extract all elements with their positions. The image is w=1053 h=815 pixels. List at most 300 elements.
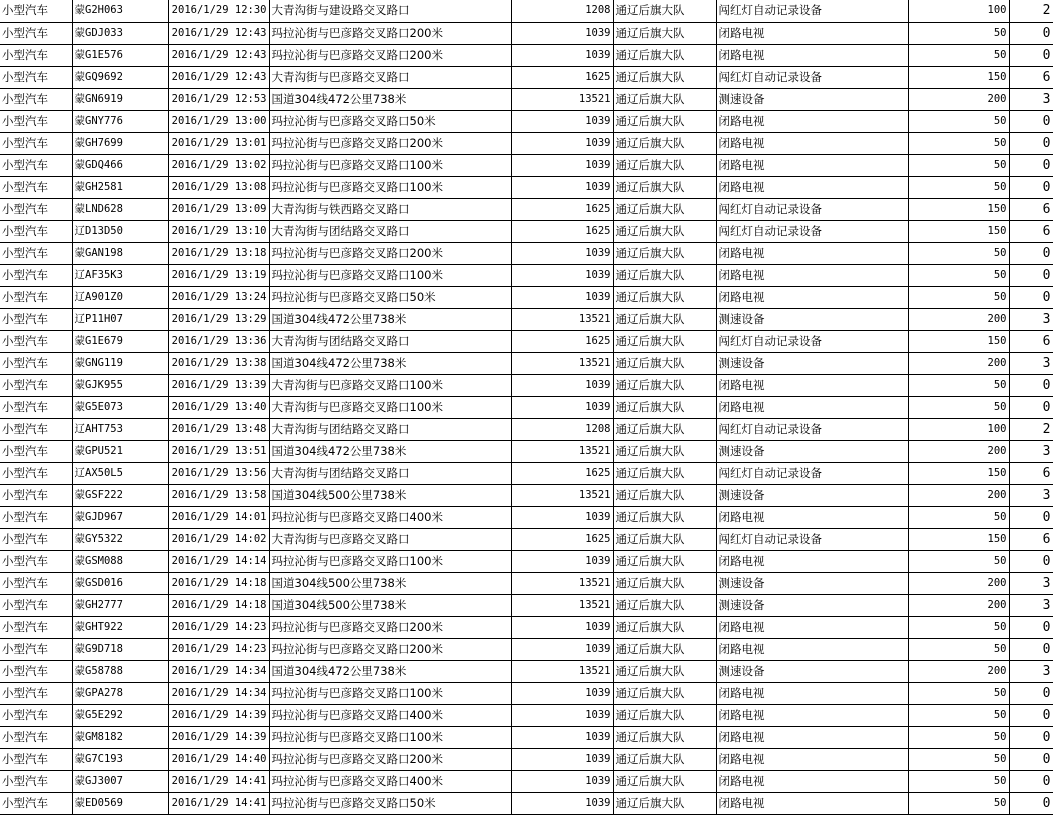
fine-amount-cell[interactable]: 50 (908, 242, 1009, 264)
capture-device-cell[interactable]: 测速设备 (716, 352, 908, 374)
capture-device-cell[interactable]: 测速设备 (716, 484, 908, 506)
capture-device-cell[interactable]: 闭路电视 (716, 242, 908, 264)
fine-amount-cell[interactable]: 50 (908, 110, 1009, 132)
penalty-points-cell[interactable]: 6 (1009, 220, 1053, 242)
violation-time-cell[interactable]: 2016/1/29 12:53 (168, 88, 269, 110)
violation-code-cell[interactable]: 1039 (511, 792, 613, 814)
violation-time-cell[interactable]: 2016/1/29 13:38 (168, 352, 269, 374)
enforcement-unit-cell[interactable]: 通辽后旗大队 (613, 374, 716, 396)
plate-number-cell[interactable]: 蒙G5E292 (72, 704, 168, 726)
location-cell[interactable]: 玛拉沁街与巴彦路交叉路口100米 (269, 154, 511, 176)
vehicle-type-cell[interactable]: 小型汽车 (0, 616, 72, 638)
location-cell[interactable]: 玛拉沁街与巴彦路交叉路口200米 (269, 22, 511, 44)
violation-code-cell[interactable]: 1039 (511, 682, 613, 704)
enforcement-unit-cell[interactable]: 通辽后旗大队 (613, 418, 716, 440)
capture-device-cell[interactable]: 闭路电视 (716, 22, 908, 44)
capture-device-cell[interactable]: 闭路电视 (716, 110, 908, 132)
capture-device-cell[interactable]: 闯红灯自动记录设备 (716, 330, 908, 352)
capture-device-cell[interactable]: 闯红灯自动记录设备 (716, 220, 908, 242)
enforcement-unit-cell[interactable]: 通辽后旗大队 (613, 550, 716, 572)
plate-number-cell[interactable]: 蒙GSM088 (72, 550, 168, 572)
violation-code-cell[interactable]: 13521 (511, 88, 613, 110)
enforcement-unit-cell[interactable]: 通辽后旗大队 (613, 440, 716, 462)
plate-number-cell[interactable]: 辽A901Z0 (72, 286, 168, 308)
violation-code-cell[interactable]: 1625 (511, 462, 613, 484)
enforcement-unit-cell[interactable]: 通辽后旗大队 (613, 396, 716, 418)
penalty-points-cell[interactable]: 0 (1009, 110, 1053, 132)
enforcement-unit-cell[interactable]: 通辽后旗大队 (613, 528, 716, 550)
vehicle-type-cell[interactable]: 小型汽车 (0, 132, 72, 154)
capture-device-cell[interactable]: 闭路电视 (716, 286, 908, 308)
penalty-points-cell[interactable]: 3 (1009, 352, 1053, 374)
violation-code-cell[interactable]: 1039 (511, 264, 613, 286)
location-cell[interactable]: 国道304线472公里738米 (269, 660, 511, 682)
violation-time-cell[interactable]: 2016/1/29 14:41 (168, 770, 269, 792)
violation-time-cell[interactable]: 2016/1/29 13:48 (168, 418, 269, 440)
enforcement-unit-cell[interactable]: 通辽后旗大队 (613, 506, 716, 528)
fine-amount-cell[interactable]: 150 (908, 330, 1009, 352)
violation-code-cell[interactable]: 1039 (511, 770, 613, 792)
fine-amount-cell[interactable]: 200 (908, 660, 1009, 682)
penalty-points-cell[interactable]: 0 (1009, 704, 1053, 726)
plate-number-cell[interactable]: 辽D13D50 (72, 220, 168, 242)
capture-device-cell[interactable]: 闭路电视 (716, 726, 908, 748)
location-cell[interactable]: 国道304线500公里738米 (269, 484, 511, 506)
violation-time-cell[interactable]: 2016/1/29 13:09 (168, 198, 269, 220)
capture-device-cell[interactable]: 闭路电视 (716, 792, 908, 814)
location-cell[interactable]: 玛拉沁街与巴彦路交叉路口100米 (269, 264, 511, 286)
vehicle-type-cell[interactable]: 小型汽车 (0, 660, 72, 682)
violation-time-cell[interactable]: 2016/1/29 13:10 (168, 220, 269, 242)
vehicle-type-cell[interactable]: 小型汽车 (0, 770, 72, 792)
violation-time-cell[interactable]: 2016/1/29 13:58 (168, 484, 269, 506)
vehicle-type-cell[interactable]: 小型汽车 (0, 396, 72, 418)
enforcement-unit-cell[interactable]: 通辽后旗大队 (613, 792, 716, 814)
enforcement-unit-cell[interactable]: 通辽后旗大队 (613, 0, 716, 22)
location-cell[interactable]: 玛拉沁街与巴彦路交叉路口100米 (269, 682, 511, 704)
location-cell[interactable]: 大青沟街与建设路交叉路口 (269, 0, 511, 22)
enforcement-unit-cell[interactable]: 通辽后旗大队 (613, 770, 716, 792)
capture-device-cell[interactable]: 测速设备 (716, 88, 908, 110)
penalty-points-cell[interactable]: 0 (1009, 682, 1053, 704)
location-cell[interactable]: 大青沟街与团结路交叉路口 (269, 418, 511, 440)
penalty-points-cell[interactable]: 3 (1009, 484, 1053, 506)
fine-amount-cell[interactable]: 50 (908, 616, 1009, 638)
plate-number-cell[interactable]: 蒙GQ9692 (72, 66, 168, 88)
plate-number-cell[interactable]: 蒙GJD967 (72, 506, 168, 528)
plate-number-cell[interactable]: 蒙GH2777 (72, 594, 168, 616)
violation-time-cell[interactable]: 2016/1/29 14:39 (168, 704, 269, 726)
violation-code-cell[interactable]: 1625 (511, 220, 613, 242)
violation-code-cell[interactable]: 1208 (511, 0, 613, 22)
location-cell[interactable]: 大青沟街与巴彦路交叉路口 (269, 66, 511, 88)
table-row[interactable] (0, 88, 1053, 110)
enforcement-unit-cell[interactable]: 通辽后旗大队 (613, 308, 716, 330)
violation-code-cell[interactable]: 13521 (511, 308, 613, 330)
table-row[interactable] (0, 506, 1053, 528)
plate-number-cell[interactable]: 蒙GDQ466 (72, 154, 168, 176)
location-cell[interactable]: 国道304线472公里738米 (269, 352, 511, 374)
vehicle-type-cell[interactable]: 小型汽车 (0, 352, 72, 374)
plate-number-cell[interactable]: 蒙GPA278 (72, 682, 168, 704)
fine-amount-cell[interactable]: 200 (908, 594, 1009, 616)
violation-time-cell[interactable]: 2016/1/29 13:39 (168, 374, 269, 396)
enforcement-unit-cell[interactable]: 通辽后旗大队 (613, 154, 716, 176)
plate-number-cell[interactable]: 蒙G7C193 (72, 748, 168, 770)
vehicle-type-cell[interactable]: 小型汽车 (0, 286, 72, 308)
capture-device-cell[interactable]: 测速设备 (716, 440, 908, 462)
location-cell[interactable]: 大青沟街与团结路交叉路口 (269, 462, 511, 484)
fine-amount-cell[interactable]: 50 (908, 286, 1009, 308)
penalty-points-cell[interactable]: 0 (1009, 176, 1053, 198)
vehicle-type-cell[interactable]: 小型汽车 (0, 198, 72, 220)
vehicle-type-cell[interactable]: 小型汽车 (0, 704, 72, 726)
location-cell[interactable]: 玛拉沁街与巴彦路交叉路口200米 (269, 616, 511, 638)
enforcement-unit-cell[interactable]: 通辽后旗大队 (613, 616, 716, 638)
capture-device-cell[interactable]: 闯红灯自动记录设备 (716, 66, 908, 88)
vehicle-type-cell[interactable]: 小型汽车 (0, 88, 72, 110)
violation-code-cell[interactable]: 13521 (511, 594, 613, 616)
enforcement-unit-cell[interactable]: 通辽后旗大队 (613, 660, 716, 682)
plate-number-cell[interactable]: 蒙G1E576 (72, 44, 168, 66)
violation-code-cell[interactable]: 1039 (511, 154, 613, 176)
plate-number-cell[interactable]: 蒙GDJ033 (72, 22, 168, 44)
capture-device-cell[interactable]: 闭路电视 (716, 704, 908, 726)
vehicle-type-cell[interactable]: 小型汽车 (0, 176, 72, 198)
location-cell[interactable]: 玛拉沁街与巴彦路交叉路口200米 (269, 242, 511, 264)
fine-amount-cell[interactable]: 50 (908, 154, 1009, 176)
table-row[interactable] (0, 220, 1053, 242)
penalty-points-cell[interactable]: 6 (1009, 330, 1053, 352)
plate-number-cell[interactable]: 辽AHT753 (72, 418, 168, 440)
location-cell[interactable]: 大青沟街与团结路交叉路口 (269, 220, 511, 242)
table-row[interactable] (0, 374, 1053, 396)
enforcement-unit-cell[interactable]: 通辽后旗大队 (613, 66, 716, 88)
violation-code-cell[interactable]: 13521 (511, 484, 613, 506)
vehicle-type-cell[interactable]: 小型汽车 (0, 594, 72, 616)
table-row[interactable] (0, 616, 1053, 638)
capture-device-cell[interactable]: 闭路电视 (716, 176, 908, 198)
table-row[interactable] (0, 682, 1053, 704)
location-cell[interactable]: 玛拉沁街与巴彦路交叉路口400米 (269, 506, 511, 528)
fine-amount-cell[interactable]: 150 (908, 220, 1009, 242)
plate-number-cell[interactable]: 辽AF35K3 (72, 264, 168, 286)
violation-time-cell[interactable]: 2016/1/29 13:19 (168, 264, 269, 286)
plate-number-cell[interactable]: 蒙GJK955 (72, 374, 168, 396)
violation-time-cell[interactable]: 2016/1/29 14:41 (168, 792, 269, 814)
violation-code-cell[interactable]: 1625 (511, 66, 613, 88)
location-cell[interactable]: 大青沟街与巴彦路交叉路口 (269, 528, 511, 550)
capture-device-cell[interactable]: 测速设备 (716, 594, 908, 616)
location-cell[interactable]: 玛拉沁街与巴彦路交叉路口50米 (269, 110, 511, 132)
enforcement-unit-cell[interactable]: 通辽后旗大队 (613, 220, 716, 242)
fine-amount-cell[interactable]: 200 (908, 352, 1009, 374)
vehicle-type-cell[interactable]: 小型汽车 (0, 418, 72, 440)
location-cell[interactable]: 大青沟街与团结路交叉路口 (269, 330, 511, 352)
vehicle-type-cell[interactable]: 小型汽车 (0, 374, 72, 396)
location-cell[interactable]: 国道304线472公里738米 (269, 308, 511, 330)
violation-code-cell[interactable]: 1208 (511, 418, 613, 440)
fine-amount-cell[interactable]: 50 (908, 770, 1009, 792)
capture-device-cell[interactable]: 闭路电视 (716, 682, 908, 704)
penalty-points-cell[interactable]: 6 (1009, 66, 1053, 88)
violation-time-cell[interactable]: 2016/1/29 13:08 (168, 176, 269, 198)
fine-amount-cell[interactable]: 150 (908, 66, 1009, 88)
enforcement-unit-cell[interactable]: 通辽后旗大队 (613, 198, 716, 220)
violation-code-cell[interactable]: 1039 (511, 726, 613, 748)
penalty-points-cell[interactable]: 3 (1009, 660, 1053, 682)
vehicle-type-cell[interactable]: 小型汽车 (0, 572, 72, 594)
penalty-points-cell[interactable]: 3 (1009, 308, 1053, 330)
table-row[interactable] (0, 198, 1053, 220)
penalty-points-cell[interactable]: 3 (1009, 572, 1053, 594)
capture-device-cell[interactable]: 闭路电视 (716, 154, 908, 176)
table-row[interactable] (0, 770, 1053, 792)
penalty-points-cell[interactable]: 3 (1009, 440, 1053, 462)
violation-time-cell[interactable]: 2016/1/29 13:56 (168, 462, 269, 484)
table-row[interactable] (0, 484, 1053, 506)
capture-device-cell[interactable]: 闭路电视 (716, 132, 908, 154)
capture-device-cell[interactable]: 闯红灯自动记录设备 (716, 528, 908, 550)
fine-amount-cell[interactable]: 50 (908, 506, 1009, 528)
vehicle-type-cell[interactable]: 小型汽车 (0, 550, 72, 572)
enforcement-unit-cell[interactable]: 通辽后旗大队 (613, 638, 716, 660)
plate-number-cell[interactable]: 蒙GM8182 (72, 726, 168, 748)
fine-amount-cell[interactable]: 50 (908, 396, 1009, 418)
vehicle-type-cell[interactable]: 小型汽车 (0, 792, 72, 814)
table-row[interactable] (0, 594, 1053, 616)
enforcement-unit-cell[interactable]: 通辽后旗大队 (613, 726, 716, 748)
penalty-points-cell[interactable]: 0 (1009, 286, 1053, 308)
violation-time-cell[interactable]: 2016/1/29 13:36 (168, 330, 269, 352)
table-row[interactable] (0, 748, 1053, 770)
plate-number-cell[interactable]: 蒙G1E679 (72, 330, 168, 352)
plate-number-cell[interactable]: 蒙G9D718 (72, 638, 168, 660)
penalty-points-cell[interactable]: 0 (1009, 242, 1053, 264)
fine-amount-cell[interactable]: 50 (908, 374, 1009, 396)
vehicle-type-cell[interactable]: 小型汽车 (0, 726, 72, 748)
penalty-points-cell[interactable]: 0 (1009, 264, 1053, 286)
plate-number-cell[interactable]: 辽AX50L5 (72, 462, 168, 484)
enforcement-unit-cell[interactable]: 通辽后旗大队 (613, 572, 716, 594)
plate-number-cell[interactable]: 蒙GN6919 (72, 88, 168, 110)
location-cell[interactable]: 大青沟街与巴彦路交叉路口100米 (269, 374, 511, 396)
violation-time-cell[interactable]: 2016/1/29 14:39 (168, 726, 269, 748)
violation-code-cell[interactable]: 1039 (511, 132, 613, 154)
violation-time-cell[interactable]: 2016/1/29 14:18 (168, 572, 269, 594)
fine-amount-cell[interactable]: 200 (908, 484, 1009, 506)
capture-device-cell[interactable]: 闭路电视 (716, 770, 908, 792)
location-cell[interactable]: 玛拉沁街与巴彦路交叉路口200米 (269, 132, 511, 154)
violation-code-cell[interactable]: 1039 (511, 704, 613, 726)
plate-number-cell[interactable]: 蒙GSD016 (72, 572, 168, 594)
table-row[interactable] (0, 726, 1053, 748)
penalty-points-cell[interactable]: 0 (1009, 638, 1053, 660)
penalty-points-cell[interactable]: 3 (1009, 88, 1053, 110)
penalty-points-cell[interactable]: 0 (1009, 792, 1053, 814)
violation-time-cell[interactable]: 2016/1/29 13:18 (168, 242, 269, 264)
violation-code-cell[interactable]: 13521 (511, 440, 613, 462)
table-row[interactable] (0, 44, 1053, 66)
location-cell[interactable]: 国道304线472公里738米 (269, 88, 511, 110)
violation-time-cell[interactable]: 2016/1/29 14:18 (168, 594, 269, 616)
violation-time-cell[interactable]: 2016/1/29 14:40 (168, 748, 269, 770)
fine-amount-cell[interactable]: 50 (908, 682, 1009, 704)
violation-time-cell[interactable]: 2016/1/29 13:29 (168, 308, 269, 330)
violation-code-cell[interactable]: 1039 (511, 396, 613, 418)
table-row[interactable] (0, 0, 1053, 22)
vehicle-type-cell[interactable]: 小型汽车 (0, 66, 72, 88)
location-cell[interactable]: 玛拉沁街与巴彦路交叉路口200米 (269, 638, 511, 660)
violation-time-cell[interactable]: 2016/1/29 13:51 (168, 440, 269, 462)
violation-code-cell[interactable]: 1039 (511, 638, 613, 660)
location-cell[interactable]: 大青沟街与巴彦路交叉路口100米 (269, 396, 511, 418)
location-cell[interactable]: 玛拉沁街与巴彦路交叉路口400米 (269, 704, 511, 726)
table-row[interactable] (0, 352, 1053, 374)
violation-code-cell[interactable]: 1625 (511, 528, 613, 550)
enforcement-unit-cell[interactable]: 通辽后旗大队 (613, 242, 716, 264)
violation-time-cell[interactable]: 2016/1/29 14:02 (168, 528, 269, 550)
table-row[interactable] (0, 396, 1053, 418)
penalty-points-cell[interactable]: 0 (1009, 748, 1053, 770)
violation-code-cell[interactable]: 1039 (511, 748, 613, 770)
violation-time-cell[interactable]: 2016/1/29 13:40 (168, 396, 269, 418)
plate-number-cell[interactable]: 蒙GH2581 (72, 176, 168, 198)
vehicle-type-cell[interactable]: 小型汽车 (0, 484, 72, 506)
vehicle-type-cell[interactable]: 小型汽车 (0, 22, 72, 44)
fine-amount-cell[interactable]: 50 (908, 132, 1009, 154)
plate-number-cell[interactable]: 蒙GPU521 (72, 440, 168, 462)
capture-device-cell[interactable]: 测速设备 (716, 308, 908, 330)
violation-code-cell[interactable]: 1039 (511, 176, 613, 198)
violation-time-cell[interactable]: 2016/1/29 13:00 (168, 110, 269, 132)
fine-amount-cell[interactable]: 50 (908, 792, 1009, 814)
capture-device-cell[interactable]: 闯红灯自动记录设备 (716, 198, 908, 220)
violation-code-cell[interactable]: 13521 (511, 352, 613, 374)
enforcement-unit-cell[interactable]: 通辽后旗大队 (613, 110, 716, 132)
vehicle-type-cell[interactable]: 小型汽车 (0, 506, 72, 528)
table-row[interactable] (0, 440, 1053, 462)
capture-device-cell[interactable]: 测速设备 (716, 660, 908, 682)
violation-time-cell[interactable]: 2016/1/29 12:43 (168, 22, 269, 44)
vehicle-type-cell[interactable]: 小型汽车 (0, 110, 72, 132)
table-row[interactable] (0, 462, 1053, 484)
enforcement-unit-cell[interactable]: 通辽后旗大队 (613, 352, 716, 374)
penalty-points-cell[interactable]: 0 (1009, 22, 1053, 44)
fine-amount-cell[interactable]: 50 (908, 704, 1009, 726)
vehicle-type-cell[interactable]: 小型汽车 (0, 0, 72, 22)
fine-amount-cell[interactable]: 200 (908, 572, 1009, 594)
fine-amount-cell[interactable]: 50 (908, 550, 1009, 572)
penalty-points-cell[interactable]: 0 (1009, 44, 1053, 66)
violation-time-cell[interactable]: 2016/1/29 14:34 (168, 660, 269, 682)
fine-amount-cell[interactable]: 50 (908, 264, 1009, 286)
capture-device-cell[interactable]: 闭路电视 (716, 748, 908, 770)
capture-device-cell[interactable]: 闯红灯自动记录设备 (716, 0, 908, 22)
fine-amount-cell[interactable]: 150 (908, 198, 1009, 220)
fine-amount-cell[interactable]: 150 (908, 528, 1009, 550)
table-row[interactable] (0, 264, 1053, 286)
violation-time-cell[interactable]: 2016/1/29 12:43 (168, 44, 269, 66)
location-cell[interactable]: 国道304线472公里738米 (269, 440, 511, 462)
violation-time-cell[interactable]: 2016/1/29 14:34 (168, 682, 269, 704)
violation-code-cell[interactable]: 1625 (511, 330, 613, 352)
plate-number-cell[interactable]: 蒙G58788 (72, 660, 168, 682)
violation-code-cell[interactable]: 13521 (511, 572, 613, 594)
location-cell[interactable]: 玛拉沁街与巴彦路交叉路口400米 (269, 770, 511, 792)
capture-device-cell[interactable]: 闭路电视 (716, 506, 908, 528)
fine-amount-cell[interactable]: 50 (908, 44, 1009, 66)
plate-number-cell[interactable]: 蒙ED0569 (72, 792, 168, 814)
table-row[interactable] (0, 154, 1053, 176)
table-row[interactable] (0, 176, 1053, 198)
enforcement-unit-cell[interactable]: 通辽后旗大队 (613, 264, 716, 286)
enforcement-unit-cell[interactable]: 通辽后旗大队 (613, 22, 716, 44)
table-row[interactable] (0, 418, 1053, 440)
fine-amount-cell[interactable]: 50 (908, 748, 1009, 770)
fine-amount-cell[interactable]: 200 (908, 308, 1009, 330)
table-row[interactable] (0, 110, 1053, 132)
capture-device-cell[interactable]: 闭路电视 (716, 374, 908, 396)
violation-time-cell[interactable]: 2016/1/29 13:24 (168, 286, 269, 308)
penalty-points-cell[interactable]: 0 (1009, 154, 1053, 176)
violation-code-cell[interactable]: 1625 (511, 198, 613, 220)
table-row[interactable] (0, 22, 1053, 44)
violation-code-cell[interactable]: 1039 (511, 506, 613, 528)
fine-amount-cell[interactable]: 100 (908, 0, 1009, 22)
vehicle-type-cell[interactable]: 小型汽车 (0, 308, 72, 330)
fine-amount-cell[interactable]: 50 (908, 638, 1009, 660)
vehicle-type-cell[interactable]: 小型汽车 (0, 528, 72, 550)
violation-time-cell[interactable]: 2016/1/29 14:23 (168, 616, 269, 638)
enforcement-unit-cell[interactable]: 通辽后旗大队 (613, 484, 716, 506)
location-cell[interactable]: 玛拉沁街与巴彦路交叉路口50米 (269, 286, 511, 308)
capture-device-cell[interactable]: 闭路电视 (716, 44, 908, 66)
penalty-points-cell[interactable]: 2 (1009, 418, 1053, 440)
plate-number-cell[interactable]: 蒙GSF222 (72, 484, 168, 506)
plate-number-cell[interactable]: 蒙GY5322 (72, 528, 168, 550)
fine-amount-cell[interactable]: 200 (908, 88, 1009, 110)
penalty-points-cell[interactable]: 0 (1009, 374, 1053, 396)
location-cell[interactable]: 玛拉沁街与巴彦路交叉路口100米 (269, 176, 511, 198)
plate-number-cell[interactable]: 蒙GNY776 (72, 110, 168, 132)
fine-amount-cell[interactable]: 50 (908, 726, 1009, 748)
violation-time-cell[interactable]: 2016/1/29 13:01 (168, 132, 269, 154)
penalty-points-cell[interactable]: 6 (1009, 198, 1053, 220)
capture-device-cell[interactable]: 闯红灯自动记录设备 (716, 462, 908, 484)
plate-number-cell[interactable]: 蒙G2H063 (72, 0, 168, 22)
violation-code-cell[interactable]: 1039 (511, 110, 613, 132)
plate-number-cell[interactable]: 蒙GHT922 (72, 616, 168, 638)
capture-device-cell[interactable]: 闭路电视 (716, 616, 908, 638)
penalty-points-cell[interactable]: 6 (1009, 528, 1053, 550)
location-cell[interactable]: 玛拉沁街与巴彦路交叉路口50米 (269, 792, 511, 814)
violation-time-cell[interactable]: 2016/1/29 12:30 (168, 0, 269, 22)
penalty-points-cell[interactable]: 0 (1009, 616, 1053, 638)
enforcement-unit-cell[interactable]: 通辽后旗大队 (613, 44, 716, 66)
enforcement-unit-cell[interactable]: 通辽后旗大队 (613, 748, 716, 770)
table-row[interactable] (0, 66, 1053, 88)
vehicle-type-cell[interactable]: 小型汽车 (0, 154, 72, 176)
penalty-points-cell[interactable]: 6 (1009, 462, 1053, 484)
vehicle-type-cell[interactable]: 小型汽车 (0, 44, 72, 66)
penalty-points-cell[interactable]: 0 (1009, 726, 1053, 748)
plate-number-cell[interactable]: 蒙GAN198 (72, 242, 168, 264)
fine-amount-cell[interactable]: 100 (908, 418, 1009, 440)
plate-number-cell[interactable]: 蒙GNG119 (72, 352, 168, 374)
enforcement-unit-cell[interactable]: 通辽后旗大队 (613, 462, 716, 484)
plate-number-cell[interactable]: 辽P11H07 (72, 308, 168, 330)
